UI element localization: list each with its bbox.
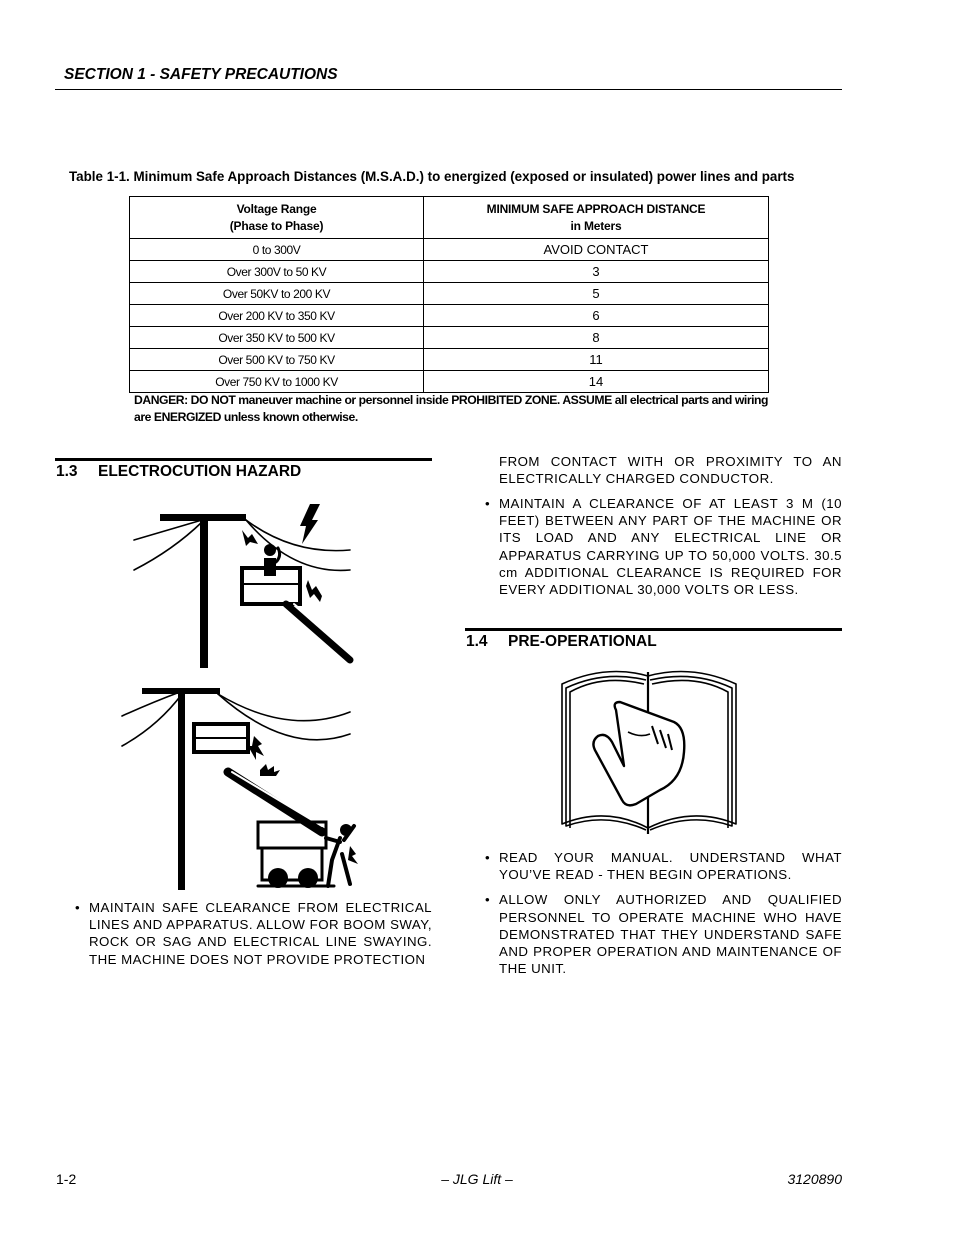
voltage-cell: Over 50KV to 200 KV bbox=[130, 283, 424, 305]
section-1-4-heading bbox=[466, 633, 657, 651]
voltage-cell: Over 200 KV to 350 KV bbox=[130, 305, 424, 327]
bullet-item: • ALLOW ONLY AUTHORIZED AND QUALIFIED PERSONNEL TO OPERATE MACHINE WHO HAVE DEMONSTRATED THAT THEY UNDERSTAND SAFE AND PROPER OPERATION AND MAINTENANCE OF THE UNIT. bbox=[477, 891, 842, 977]
voltage-header-line2: (Phase to Phase) bbox=[229, 218, 324, 233]
page-number: 1-2 bbox=[56, 1171, 77, 1187]
voltage-cell: Over 500 KV to 750 KV bbox=[130, 349, 424, 371]
section-header: SECTION 1 - SAFETY PRECAUTIONS bbox=[64, 66, 338, 83]
distance-cell: 3 bbox=[424, 261, 769, 283]
voltage-range-header bbox=[130, 197, 424, 239]
danger-note: DANGER: DO NOT maneuver machine or personnel inside PROHIBITED ZONE. ASSUME all electrical parts and wiring are ENERGIZED unless known otherwise. bbox=[134, 393, 769, 424]
distance-header bbox=[424, 197, 769, 239]
section-1-3-title: ELECTROCUTION HAZARD bbox=[98, 463, 302, 480]
table-row bbox=[130, 261, 769, 283]
table-row bbox=[130, 327, 769, 349]
distance-header-line2: in Meters bbox=[570, 218, 622, 233]
section-1-3-continuation: FROM CONTACT WITH OR PROXIMITY TO AN ELECTRICALLY CHARGED CONDUCTOR. bbox=[499, 454, 842, 487]
distance-cell: 5 bbox=[424, 283, 769, 305]
header-rule bbox=[55, 89, 842, 90]
section-1-4-bullet-list bbox=[477, 849, 842, 977]
boom-lift-ground-shock-illustration bbox=[118, 686, 363, 896]
section-1-3-number: 1.3 bbox=[56, 463, 78, 480]
section-1-3-right-bullet-list bbox=[477, 495, 842, 598]
section-1-3-rule bbox=[55, 458, 432, 461]
bullet-item: • MAINTAIN A CLEARANCE OF AT LEAST 3 M (10 FEET) BETWEEN ANY PART OF THE MACHINE OR ITS LOAD AND ANY ELECTRICAL LINE OR APPARATUS CARRYING UP TO 50,000 VOLTS. 30.5 cm ADDITIONAL CLEARANCE IS REQUIRED FOR EVERY ADDITIONAL 30,000 VOLTS OR LESS. bbox=[477, 495, 842, 598]
voltage-cell: 0 to 300V bbox=[130, 239, 424, 261]
bucket-worker-electrocution-illustration bbox=[118, 500, 358, 672]
section-1-3-bullet-list bbox=[67, 899, 432, 968]
distance-cell: 14 bbox=[424, 371, 769, 393]
distance-cell: AVOID CONTACT bbox=[424, 239, 769, 261]
distance-header-line1: MINIMUM SAFE APPROACH DISTANCE bbox=[486, 201, 706, 216]
footer-center-title: – JLG Lift – bbox=[441, 1171, 513, 1187]
table-header-row bbox=[130, 197, 769, 239]
distance-cell: 6 bbox=[424, 305, 769, 327]
table-row bbox=[130, 283, 769, 305]
table-caption: Table 1-1. Minimum Safe Approach Distances (M.S.A.D.) to energized (exposed or insulated) power lines and parts bbox=[69, 169, 795, 184]
section-1-4-rule bbox=[465, 628, 842, 631]
table-row bbox=[130, 239, 769, 261]
section-1-4-number: 1.4 bbox=[466, 633, 488, 650]
voltage-header-line1: Voltage Range bbox=[236, 201, 317, 216]
read-manual-illustration bbox=[556, 662, 742, 838]
section-1-4-title: PRE-OPERATIONAL bbox=[508, 633, 657, 650]
voltage-cell: Over 750 KV to 1000 KV bbox=[130, 371, 424, 393]
msad-table bbox=[129, 196, 769, 393]
document-number: 3120890 bbox=[787, 1171, 842, 1187]
table-row bbox=[130, 305, 769, 327]
distance-cell: 11 bbox=[424, 349, 769, 371]
bullet-item: • READ YOUR MANUAL. UNDERSTAND WHAT YOU’VE READ - THEN BEGIN OPERATIONS. bbox=[477, 849, 842, 883]
distance-cell: 8 bbox=[424, 327, 769, 349]
voltage-cell: Over 300V to 50 KV bbox=[130, 261, 424, 283]
table-row bbox=[130, 371, 769, 393]
table-row bbox=[130, 349, 769, 371]
bullet-item: • MAINTAIN SAFE CLEARANCE FROM ELECTRICAL LINES AND APPARATUS. ALLOW FOR BOOM SWAY, ROCK OR SAG AND ELECTRICAL LINE SWAYING. THE MACHINE DOES NOT PROVIDE PROTECTION bbox=[67, 899, 432, 968]
voltage-cell: Over 350 KV to 500 KV bbox=[130, 327, 424, 349]
section-1-3-heading bbox=[56, 463, 301, 481]
